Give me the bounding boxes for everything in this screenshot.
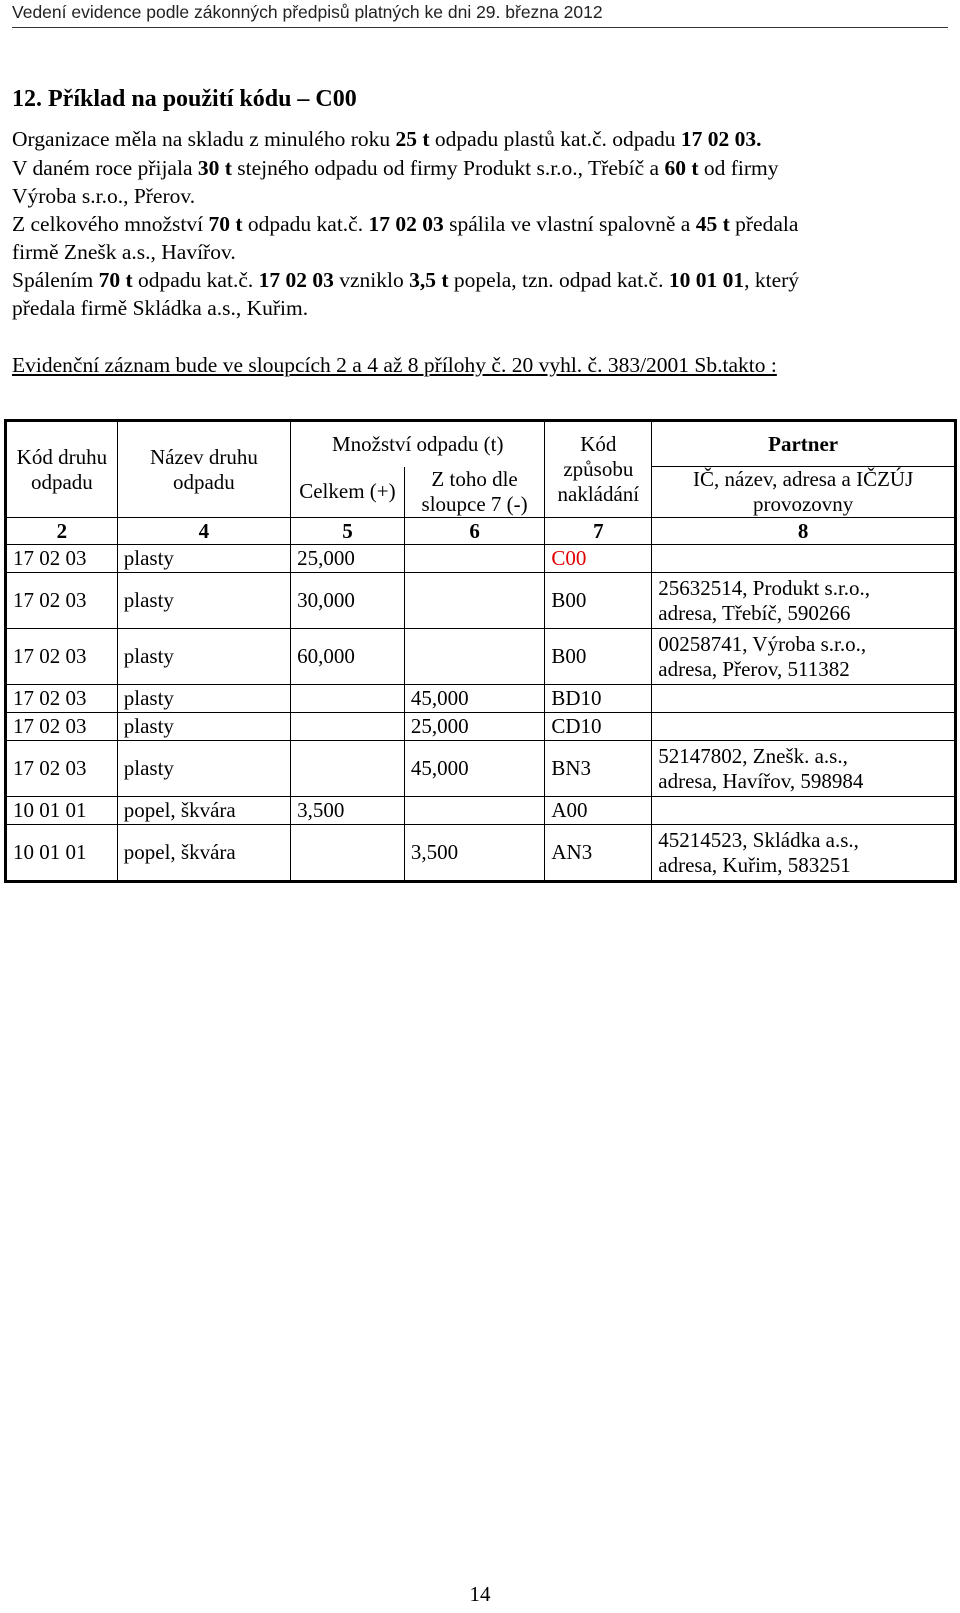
paragraph-line-8: Evidenční záznam bude ve sloupcích 2 a 4 až 8 přílohy č. 20 vyhl. č. 383/2001 Sb.takto : xyxy=(12,353,777,377)
cell-partner xyxy=(652,629,956,685)
table-row xyxy=(6,741,956,797)
cell-partner xyxy=(652,545,956,573)
cell-kod-druhu: 10 01 01 xyxy=(6,825,118,882)
table-row xyxy=(6,573,956,629)
paragraph-line-4: Z celkového množství 70 t odpadu kat.č. 17 02 03 spálila ve vlastní spalovně a 45 t předala xyxy=(12,212,799,236)
running-header: Vedení evidence podle zákonných předpisů platných ke dni 29. března 2012 xyxy=(12,2,948,28)
partner-line-2: adresa, Přerov, 511382 xyxy=(658,656,850,681)
cell-celkem: 3,500 xyxy=(291,797,405,825)
column-number: 2 xyxy=(6,518,118,545)
paragraph-line-6: Spálením 70 t odpadu kat.č. 17 02 03 vzniklo 3,5 t popela, tzn. odpad kat.č. 10 01 01, který xyxy=(12,268,800,292)
cell-partner xyxy=(652,825,956,882)
paragraph-line-7: předala firmě Skládka a.s., Kuřim. xyxy=(12,296,309,320)
column-number: 5 xyxy=(291,518,405,545)
cell-kod-zpusobu: A00 xyxy=(545,797,652,825)
column-number-row xyxy=(6,518,956,545)
partner-line-2: adresa, Havířov, 598984 xyxy=(658,768,864,793)
cell-kod-druhu: 17 02 03 xyxy=(6,573,118,629)
header-kod-druhu: Kód druhu odpadu xyxy=(6,421,118,518)
header-kod-zpusobu: Kód způsobu nakládání xyxy=(545,421,652,518)
header-nazev-druhu: Název druhu odpadu xyxy=(117,421,290,518)
cell-kod-druhu: 17 02 03 xyxy=(6,741,118,797)
partner-line-1: 00258741, Výroba s.r.o., xyxy=(658,631,867,656)
cell-partner xyxy=(652,797,956,825)
cell-celkem: 25,000 xyxy=(291,545,405,573)
cell-nazev-druhu: plasty xyxy=(117,741,290,797)
paragraph-line-5: firmě Znešk a.s., Havířov. xyxy=(12,240,236,264)
page-number: 14 xyxy=(469,1582,491,1606)
cell-kod-druhu: 10 01 01 xyxy=(6,797,118,825)
section-title: 12. Příklad na použití kódu – C00 xyxy=(12,86,357,112)
table-row xyxy=(6,629,956,685)
paragraph-line-3: Výroba s.r.o., Přerov. xyxy=(12,184,196,208)
cell-celkem xyxy=(291,713,405,741)
partner-line-2: adresa, Třebíč, 590266 xyxy=(658,600,851,625)
table-row xyxy=(6,545,956,573)
cell-kod-druhu: 17 02 03 xyxy=(6,545,118,573)
partner-line-1: 45214523, Skládka a.s., xyxy=(658,827,859,852)
header-partner: Partner xyxy=(652,421,956,467)
header-ztoho: Z toho dle sloupce 7 (-) xyxy=(404,467,545,518)
header-mnozstvi: Množství odpadu (t) xyxy=(291,421,545,467)
cell-kod-zpusobu: B00 xyxy=(545,629,652,685)
table-row xyxy=(6,797,956,825)
cell-kod-zpusobu: BN3 xyxy=(545,741,652,797)
partner-line-1: 25632514, Produkt s.r.o., xyxy=(658,575,871,600)
cell-celkem: 60,000 xyxy=(291,629,405,685)
table-row xyxy=(6,825,956,882)
column-number: 8 xyxy=(652,518,956,545)
cell-ztoho xyxy=(404,573,545,629)
cell-nazev-druhu: plasty xyxy=(117,573,290,629)
cell-ztoho xyxy=(404,797,545,825)
partner-line-1: 52147802, Znešk. a.s., xyxy=(658,743,848,768)
cell-nazev-druhu: plasty xyxy=(117,629,290,685)
cell-ztoho: 3,500 xyxy=(404,825,545,882)
cell-partner xyxy=(652,573,956,629)
paragraph-line-2: V daném roce přijala 30 t stejného odpadu od firmy Produkt s.r.o., Třebíč a 60 t od firmy xyxy=(12,156,779,180)
cell-kod-zpusobu: CD10 xyxy=(545,713,652,741)
cell-kod-zpusobu: AN3 xyxy=(545,825,652,882)
paragraph-line-1: Organizace měla na skladu z minulého roku 25 t odpadu plastů kat.č. odpadu 17 02 03. xyxy=(12,127,762,151)
cell-ztoho xyxy=(404,629,545,685)
cell-ztoho: 45,000 xyxy=(404,685,545,713)
cell-partner xyxy=(652,713,956,741)
table-header-row xyxy=(6,421,956,467)
cell-nazev-druhu: plasty xyxy=(117,545,290,573)
column-number: 4 xyxy=(117,518,290,545)
header-partner-sub: IČ, název, adresa a IČZÚJ provozovny xyxy=(652,467,956,518)
cell-kod-druhu: 17 02 03 xyxy=(6,685,118,713)
evidence-table xyxy=(4,419,957,883)
header-celkem: Celkem (+) xyxy=(291,467,405,518)
table-row xyxy=(6,713,956,741)
cell-celkem xyxy=(291,685,405,713)
column-number: 6 xyxy=(404,518,545,545)
partner-line-2: adresa, Kuřim, 583251 xyxy=(658,852,851,877)
cell-ztoho: 25,000 xyxy=(404,713,545,741)
cell-celkem xyxy=(291,825,405,882)
cell-partner xyxy=(652,685,956,713)
cell-ztoho: 45,000 xyxy=(404,741,545,797)
cell-kod-zpusobu: C00 xyxy=(545,545,652,573)
cell-kod-druhu: 17 02 03 xyxy=(6,629,118,685)
cell-nazev-druhu: popel, škvára xyxy=(117,825,290,882)
cell-celkem: 30,000 xyxy=(291,573,405,629)
cell-nazev-druhu: popel, škvára xyxy=(117,797,290,825)
table-row xyxy=(6,685,956,713)
cell-nazev-druhu: plasty xyxy=(117,713,290,741)
cell-kod-zpusobu: BD10 xyxy=(545,685,652,713)
cell-celkem xyxy=(291,741,405,797)
column-number: 7 xyxy=(545,518,652,545)
cell-kod-druhu: 17 02 03 xyxy=(6,713,118,741)
cell-partner xyxy=(652,741,956,797)
cell-kod-zpusobu: B00 xyxy=(545,573,652,629)
cell-nazev-druhu: plasty xyxy=(117,685,290,713)
cell-ztoho xyxy=(404,545,545,573)
